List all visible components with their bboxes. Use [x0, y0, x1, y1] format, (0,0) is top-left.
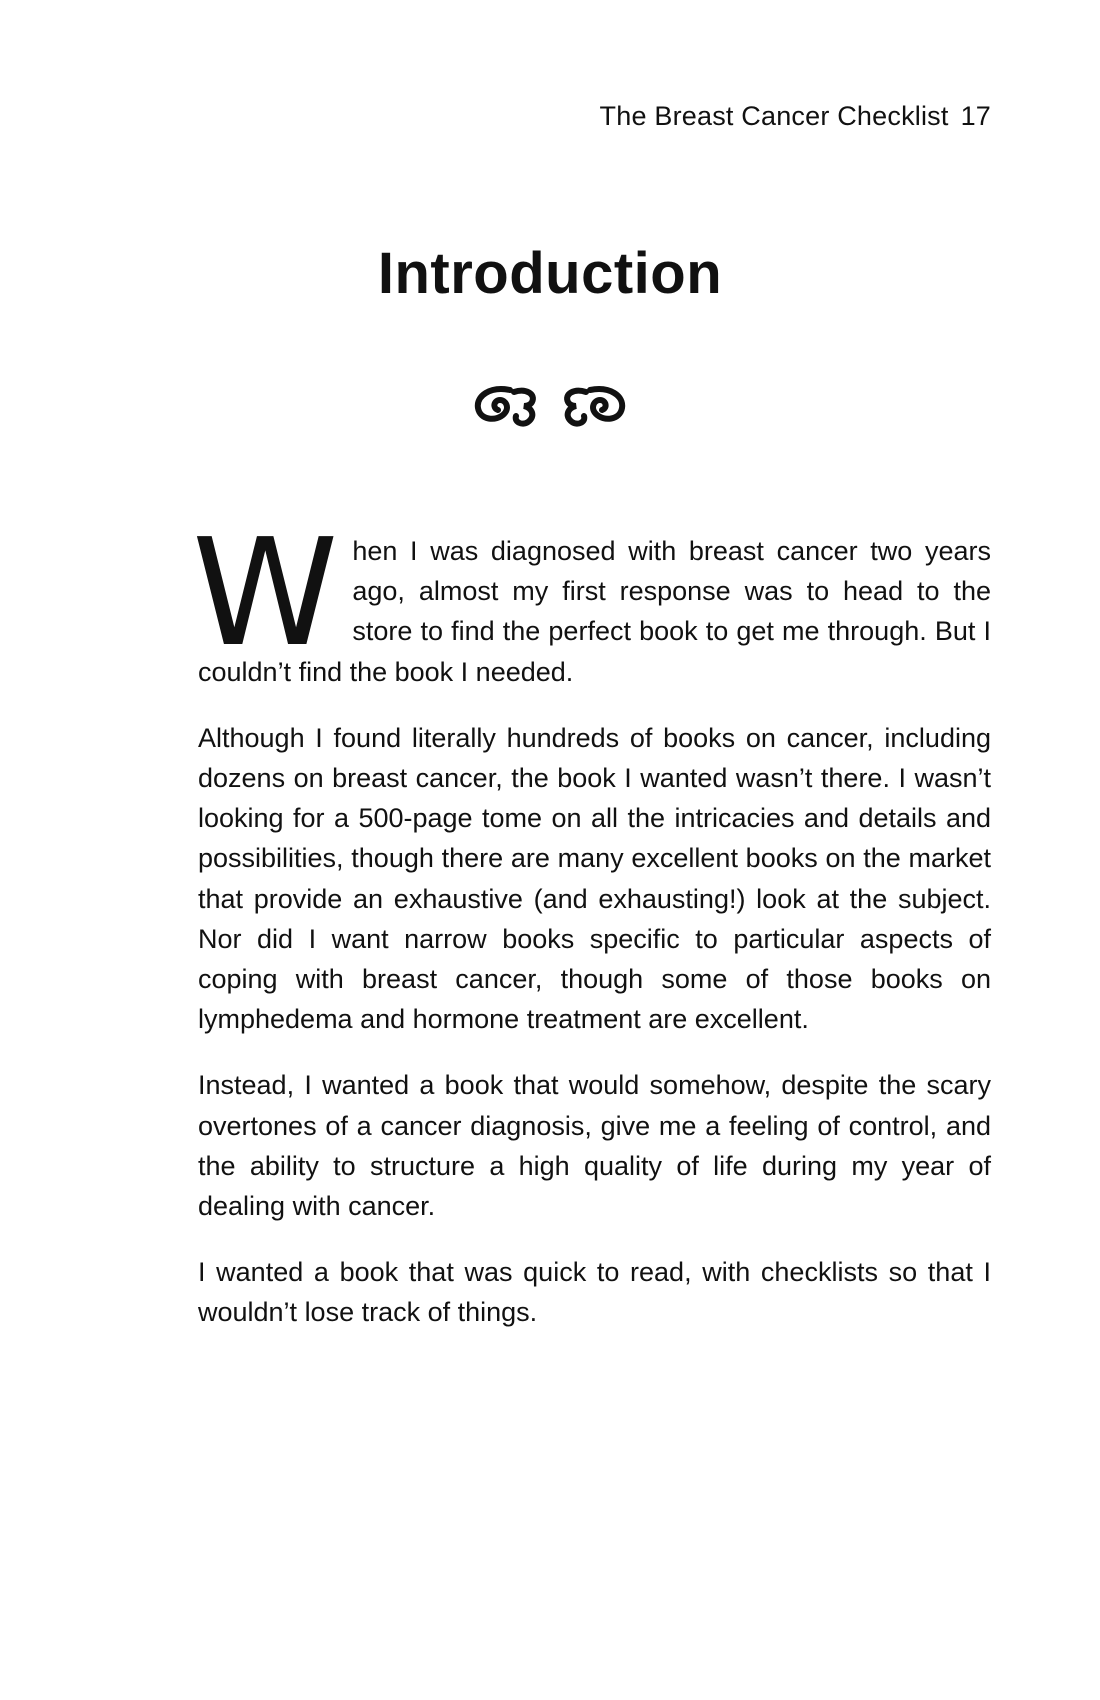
page-number: 17 — [960, 101, 991, 131]
drop-cap: W — [192, 507, 339, 679]
paragraph: I wanted a book that was quick to read, with checklists so that I wouldn’t lose track of things. — [198, 1257, 991, 1328]
running-header — [600, 101, 991, 132]
body-text — [192, 507, 991, 1359]
chapter-title: Introduction — [377, 241, 723, 306]
book-title: The Breast Cancer Checklist — [599, 101, 949, 131]
paragraph: Although I found literally hundreds of books on cancer, including dozens on breast cancer, the book I wanted wasn’t there. I wasn’t looking for a 500-page tome on all the intricacies and details and possibilities, though there are many excellent books on the market that provide an exhaustive (and exhausting!) look at the subject. Nor did I want narrow books specific to particular aspects of coping with breast cancer, though some of those books on lymphedema and hormone treatment are excellent. — [198, 722, 991, 1035]
paragraph — [192, 507, 991, 692]
paragraph: Instead, I wanted a book that would somehow, despite the scary overtones of a cancer diagnosis, give me a feeling of control, and the ability to structure a high quality of life during my year of dealing with cancer. — [198, 1070, 991, 1222]
paragraph-text: hen I was diagnosed with breast cancer two years ago, almost my first response was to head to the store to find the perfect book to get me through. But I couldn’t find the book I needed. — [198, 536, 991, 687]
fleuron-ornament-graphic — [470, 378, 630, 428]
fleuron-ornament-icon — [0, 378, 1100, 433]
